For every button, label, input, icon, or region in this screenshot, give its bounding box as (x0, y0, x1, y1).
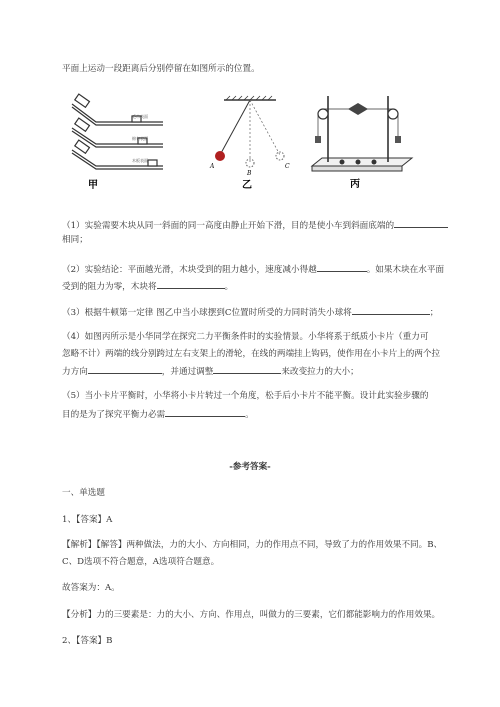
answer-blank-4a[interactable] (88, 364, 162, 374)
section-title: 一、单选题 (62, 488, 105, 498)
table-front (312, 166, 402, 171)
answer-1-fenxi: 【分析】力的三要素是：力的大小、方向、作用点，叫做力的三要素，它们都能影响力的作用效果。 (62, 610, 441, 620)
pendulum-string (220, 100, 250, 155)
question-4-line1: （4）如图丙所示是小华同学在探究二力平衡条件时的实验情景。小华将系于纸质小卡片（重力可 (62, 332, 429, 342)
answer-1-conclusion: 故答案为：A。 (62, 583, 120, 593)
answer-blank-5[interactable] (165, 407, 245, 417)
question-5-text: 目的是为了探究平衡力必需 (62, 410, 166, 420)
question-3-end: ； (429, 308, 439, 318)
pendulum-ball (215, 151, 225, 161)
point-b: B (247, 170, 252, 177)
question-1-text: （1）实验需要木块从同一斜面的同一高度由静止开始下滑，目的是使小车到斜面底端的 (62, 221, 395, 231)
intro-text: 平面上运动一段距离后分别停留在如图所示的位置。 (62, 64, 260, 74)
question-1-line2: 相同； (62, 235, 88, 245)
question-3-text: （3）根据牛顿第一定律 图乙中当小球摆到C位置时所受的力同时消失小球将 (62, 308, 352, 318)
question-4-text-a: 力方向 (62, 367, 88, 377)
question-5-line1: （5）当小卡片平衡时，小华将小卡片转过一个角度，松手后小卡片不能平衡。设计此实验步骤的 (62, 391, 429, 401)
answer-blank-2b[interactable] (157, 279, 225, 289)
answer-blank-4b[interactable] (213, 364, 281, 374)
paper-card (348, 103, 368, 115)
pendulum-dash-c (250, 100, 280, 155)
question-2-text-a: （2）实验结论：平面越光滑，木块受到的阻力越小，速度减小得越 (62, 265, 317, 275)
left-pulley (318, 109, 328, 119)
question-2-text-c: 受到的阻力为零，木块将 (62, 282, 157, 292)
question-4-text-b: ，并通过调整 (161, 367, 214, 377)
right-weight (395, 136, 401, 143)
answer-blank-1[interactable] (394, 218, 448, 228)
pendulum-ghost-c (276, 152, 284, 160)
question-2-line1 (62, 262, 444, 276)
point-c: C (285, 163, 290, 170)
question-4-line3 (62, 364, 359, 378)
figure-jia (68, 92, 178, 192)
question-5-end: 。 (245, 410, 254, 420)
question-3-line1 (62, 305, 438, 319)
figure-caption-bing: 丙 (350, 179, 360, 190)
question-2-text-d: 。 (224, 282, 234, 292)
answers-heading: -参考答案- (229, 462, 271, 472)
figure-caption-jia: 甲 (88, 180, 98, 191)
left-weight (315, 136, 321, 143)
answer-1-analysis-line2: C、D选项不符合题意，A选项符合题意。 (62, 557, 220, 567)
surface-label-cotton: 棉布表面 (132, 136, 148, 141)
figure-caption-yi: 乙 (242, 180, 252, 191)
incline-towel (72, 94, 163, 125)
answer-1-analysis-line1: 【解析】【解答】两种做法，力的大小、方向相同，力的作用点不同，导致了力的作用效果不同。B、 (62, 540, 443, 550)
surface-label-wood: 木板表面 (132, 158, 148, 163)
question-1-line1 (62, 218, 448, 232)
question-4-text-c: 来改变拉力的大小； (281, 367, 359, 377)
answer-blank-3[interactable] (352, 305, 430, 315)
right-pulley (388, 109, 398, 119)
surface-label-towel: 毛巾表面 (132, 114, 148, 119)
question-2-text-b: 。如果木块在水平面 (366, 265, 445, 275)
figure-bing (298, 84, 423, 194)
answer-blank-2a[interactable] (317, 262, 367, 272)
answer-2-label: 2、【答案】B (62, 636, 113, 646)
figure-yi (200, 92, 300, 192)
table-top (312, 158, 412, 166)
question-4-line2: 忽略不计）两端的线分别跨过左右支架上的滑轮，在线的两端挂上钩码，使作用在小卡片上的两个拉 (62, 349, 441, 359)
answer-1-label: 1、【答案】A (62, 515, 113, 525)
question-5-line2 (62, 407, 254, 421)
point-a: A (210, 163, 215, 170)
question-2-line2 (62, 279, 233, 293)
